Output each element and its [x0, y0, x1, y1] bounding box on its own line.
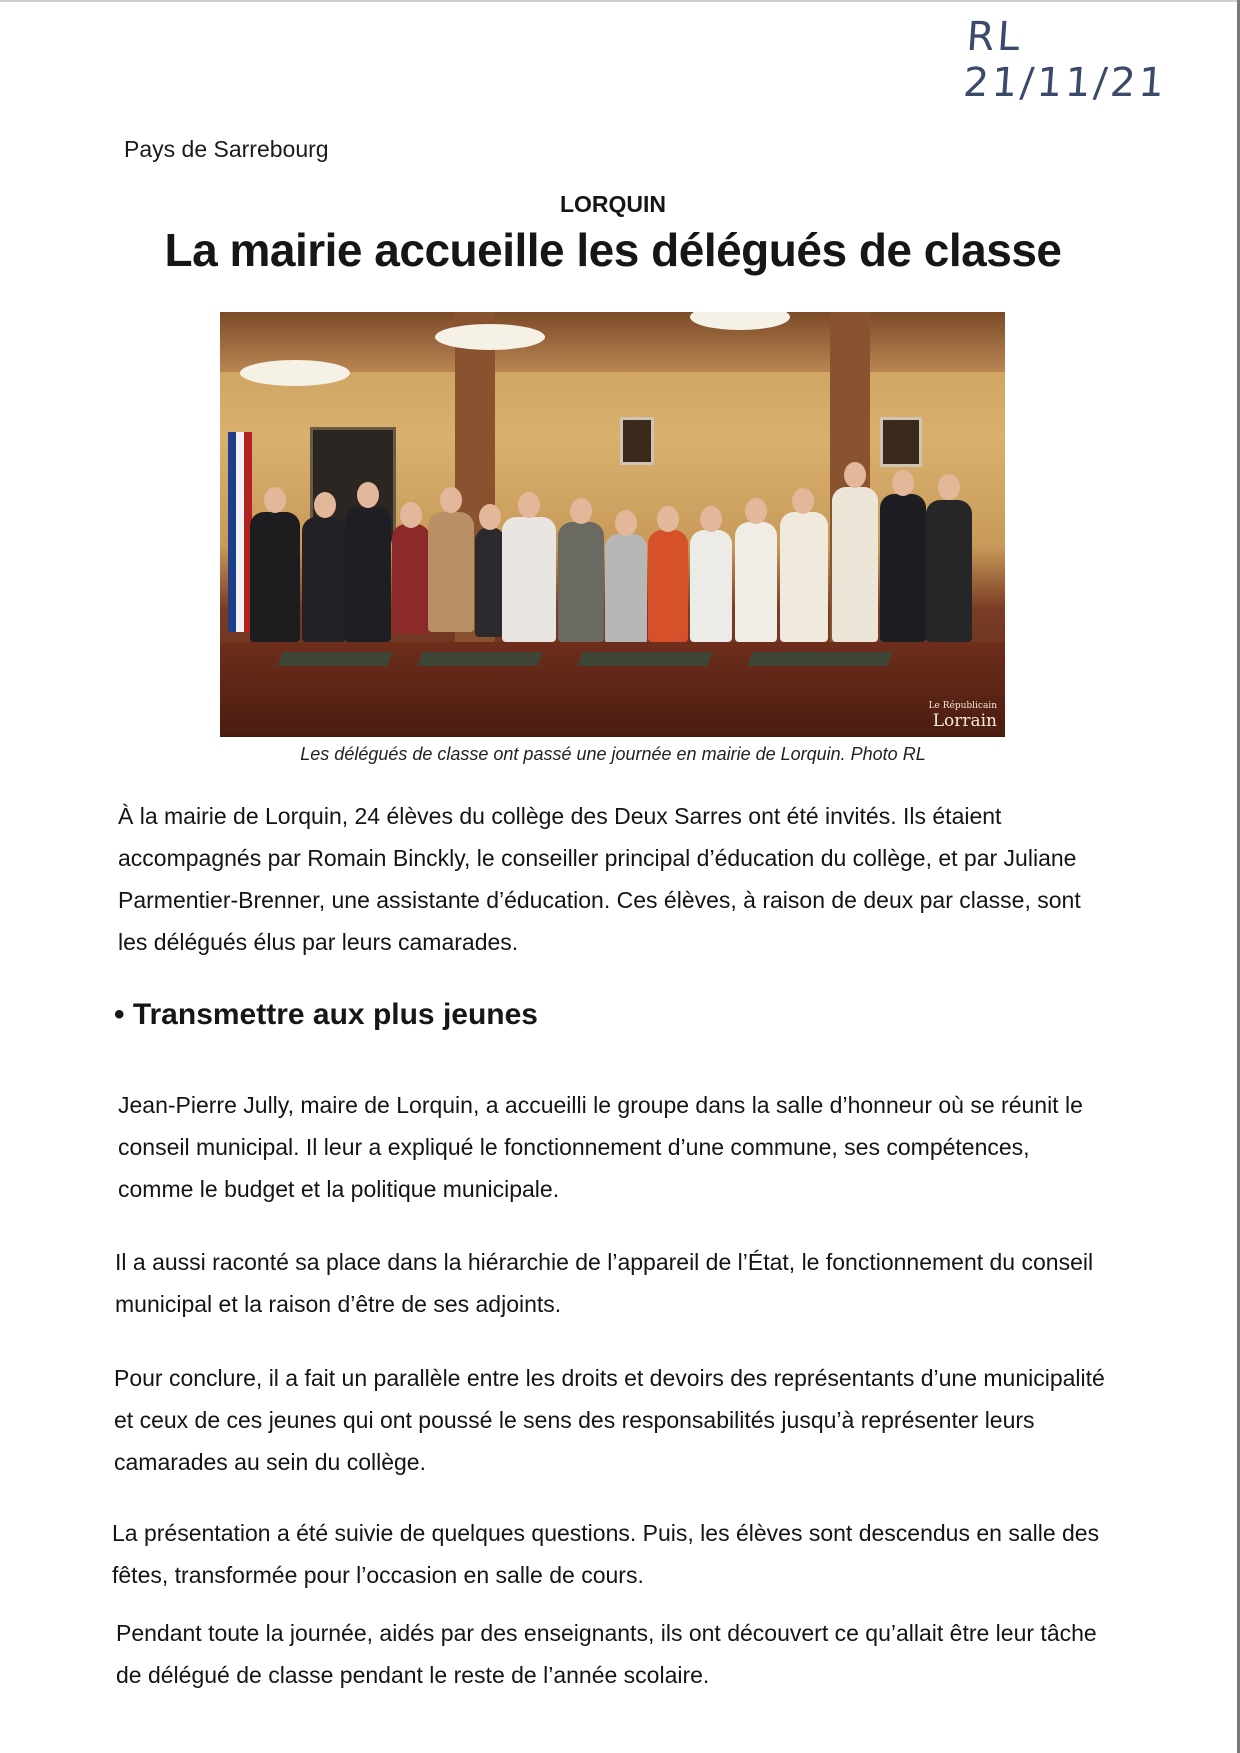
article-paragraph: Pour conclure, il a fait un parallèle entre les droits et devoirs des représentants d’une municipalité et ceux de ces jeunes qui ont poussé le sens des responsabilités jusqu’à représenter leurs camarades au sein du collège.	[114, 1365, 1105, 1475]
scan-top-edge	[0, 0, 1240, 2]
group-photo	[220, 312, 1005, 737]
photo-wall-frame	[620, 417, 654, 465]
location-kicker: LORQUIN	[559, 191, 667, 217]
article-paragraph: Jean-Pierre Jully, maire de Lorquin, a accueilli le groupe dans la salle d’honneur où se réunit le conseil municipal. Il leur a expliqué le fonctionnement d’une commune, ses compétences, comme le budget et la politique municipale.	[118, 1092, 1083, 1202]
photo-wall-frame	[880, 417, 922, 467]
article-paragraph: Pendant toute la journée, aidés par des enseignants, ils ont découvert ce qu’allait être leur tâche de délégué de classe pendant le reste de l’année scolaire.	[116, 1620, 1097, 1688]
handwritten-reference: RL 21/11/21	[961, 14, 1169, 106]
photo-flag	[228, 432, 236, 632]
section-label: Pays de Sarrebourg	[124, 136, 329, 162]
photo-ceiling	[220, 312, 1005, 372]
article-subheading: • Transmettre aux plus jeunes	[114, 998, 538, 1031]
photo-lamp	[435, 324, 545, 350]
article-intro: À la mairie de Lorquin, 24 élèves du collège des Deux Sarres ont été invités. Ils étaient accompagnés par Romain Binckly, le conseiller principal d’éducation du collège, et par Juliane Parmentier-Brenner, une assistante d’éducation. Ces élèves, à raison de deux par classe, sont les délégués élus par leurs camarades.	[118, 803, 1081, 955]
photo-caption: Les délégués de classe ont passé une journée en mairie de Lorquin. Photo RL	[300, 744, 926, 764]
article-headline: La mairie accueille les délégués de classe	[164, 224, 1062, 276]
article-paragraph: La présentation a été suivie de quelques questions. Puis, les élèves sont descendus en salle des fêtes, transformée pour l’occasion en salle de cours.	[112, 1520, 1100, 1588]
photo-watermark-logo: Le Républicain Lorrain	[928, 701, 997, 731]
photo-lamp	[240, 360, 350, 386]
article-paragraph: Il a aussi raconté sa place dans la hiérarchie de l’appareil de l’État, le fonctionnement du conseil municipal et la raison d’être de ses adjoints.	[115, 1249, 1094, 1317]
